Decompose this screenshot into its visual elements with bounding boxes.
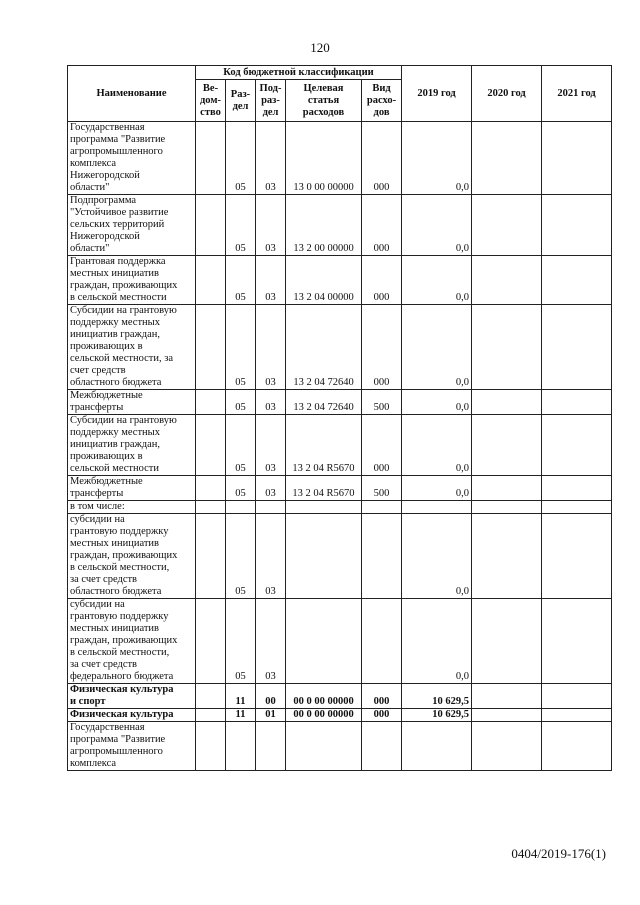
- row-2021-value: [542, 390, 612, 415]
- row-podrazdel: 03: [256, 514, 286, 599]
- row-target-article: 13 2 04 R5670: [286, 476, 362, 501]
- row-expense-type: 000: [362, 195, 402, 256]
- row-2019-value: 0,0: [402, 599, 472, 684]
- row-razdel: 05: [226, 390, 256, 415]
- row-2020-value: [472, 599, 542, 684]
- row-2020-value: [472, 514, 542, 599]
- row-target-article: [286, 599, 362, 684]
- row-2020-value: [472, 476, 542, 501]
- row-target-article: [286, 514, 362, 599]
- row-2019-value: 0,0: [402, 514, 472, 599]
- row-expense-type: [362, 514, 402, 599]
- row-razdel: 05: [226, 195, 256, 256]
- row-name: Государственная программа "Развитие агропромышленного комплекса Нижегородской области": [68, 122, 196, 195]
- header-2021: 2021 год: [542, 66, 612, 122]
- row-podrazdel: [256, 722, 286, 771]
- row-2021-value: [542, 684, 612, 709]
- row-2020-value: [472, 684, 542, 709]
- row-ved: [196, 256, 226, 305]
- table-row: [68, 390, 612, 415]
- header-2019: 2019 год: [402, 66, 472, 122]
- row-podrazdel: 03: [256, 256, 286, 305]
- row-2020-value: [472, 256, 542, 305]
- row-name: субсидии на грантовую поддержку местных инициатив граждан, проживающих в сельской местности, за счет средств федерального бюджета: [68, 599, 196, 684]
- header-podrazdel: Под- раз- дел: [256, 80, 286, 122]
- row-2019-value: 0,0: [402, 476, 472, 501]
- row-2020-value: [472, 305, 542, 390]
- row-podrazdel: 03: [256, 195, 286, 256]
- row-expense-type: 500: [362, 390, 402, 415]
- row-expense-type: 000: [362, 415, 402, 476]
- row-ved: [196, 684, 226, 709]
- row-ved: [196, 415, 226, 476]
- header-2020: 2020 год: [472, 66, 542, 122]
- row-target-article: 13 2 00 00000: [286, 195, 362, 256]
- header-csr: Целевая статья расходов: [286, 80, 362, 122]
- row-2021-value: [542, 195, 612, 256]
- row-name: Субсидии на грантовую поддержку местных инициатив граждан, проживающих в сельской местности, за счет средств областного бюджета: [68, 305, 196, 390]
- row-2020-value: [472, 415, 542, 476]
- row-razdel: 05: [226, 122, 256, 195]
- row-name: Межбюджетные трансферты: [68, 390, 196, 415]
- row-2021-value: [542, 122, 612, 195]
- row-podrazdel: 03: [256, 305, 286, 390]
- row-podrazdel: [256, 501, 286, 514]
- row-2019-value: 0,0: [402, 195, 472, 256]
- row-ved: [196, 305, 226, 390]
- row-2021-value: [542, 709, 612, 722]
- row-2020-value: [472, 122, 542, 195]
- row-expense-type: 500: [362, 476, 402, 501]
- row-2021-value: [542, 256, 612, 305]
- row-2021-value: [542, 476, 612, 501]
- row-podrazdel: 03: [256, 415, 286, 476]
- budget-table: [67, 65, 612, 771]
- header-razdel: Раз- дел: [226, 80, 256, 122]
- header-vr: Вид расхо- дов: [362, 80, 402, 122]
- row-target-article: 13 2 04 72640: [286, 305, 362, 390]
- row-razdel: 05: [226, 305, 256, 390]
- row-2021-value: [542, 501, 612, 514]
- document-code: 0404/2019-176(1): [511, 846, 606, 861]
- row-target-article: 13 2 04 00000: [286, 256, 362, 305]
- row-razdel: 05: [226, 256, 256, 305]
- row-name: Грантовая поддержка местных инициатив граждан, проживающих в сельской местности: [68, 256, 196, 305]
- row-name: Государственная программа "Развитие агропромышленного комплекса: [68, 722, 196, 771]
- header-name: Наименование: [68, 66, 196, 122]
- row-name: в том числе:: [68, 501, 196, 514]
- row-expense-type: 000: [362, 305, 402, 390]
- row-2020-value: [472, 709, 542, 722]
- row-target-article: 13 0 00 00000: [286, 122, 362, 195]
- row-2019-value: [402, 501, 472, 514]
- row-expense-type: [362, 722, 402, 771]
- row-name: Подпрограмма "Устойчивое развитие сельских территорий Нижегородской области": [68, 195, 196, 256]
- row-2019-value: 10 629,5: [402, 709, 472, 722]
- row-ved: [196, 722, 226, 771]
- row-name: Субсидии на грантовую поддержку местных инициатив граждан, проживающих в сельской местности: [68, 415, 196, 476]
- row-target-article: [286, 722, 362, 771]
- row-2019-value: [402, 722, 472, 771]
- row-ved: [196, 122, 226, 195]
- row-2019-value: 0,0: [402, 415, 472, 476]
- row-expense-type: [362, 501, 402, 514]
- row-ved: [196, 476, 226, 501]
- row-2019-value: 0,0: [402, 256, 472, 305]
- row-name: субсидии на грантовую поддержку местных инициатив граждан, проживающих в сельской местности, за счет средств областного бюджета: [68, 514, 196, 599]
- row-2020-value: [472, 390, 542, 415]
- row-ved: [196, 514, 226, 599]
- row-2019-value: 0,0: [402, 122, 472, 195]
- row-2021-value: [542, 722, 612, 771]
- table-row: [68, 722, 612, 771]
- row-2021-value: [542, 599, 612, 684]
- row-razdel: 11: [226, 684, 256, 709]
- table-row: [68, 684, 612, 709]
- row-razdel: 11: [226, 709, 256, 722]
- row-2021-value: [542, 305, 612, 390]
- row-ved: [196, 599, 226, 684]
- row-podrazdel: 03: [256, 599, 286, 684]
- row-razdel: [226, 722, 256, 771]
- table-row: [68, 514, 612, 599]
- table-row: [68, 305, 612, 390]
- row-name: Физическая культура: [68, 709, 196, 722]
- row-name: Физическая культура и спорт: [68, 684, 196, 709]
- row-ved: [196, 501, 226, 514]
- row-2021-value: [542, 415, 612, 476]
- row-2020-value: [472, 501, 542, 514]
- row-podrazdel: 03: [256, 476, 286, 501]
- page-number: 120: [310, 40, 330, 55]
- row-target-article: [286, 501, 362, 514]
- row-2019-value: 0,0: [402, 305, 472, 390]
- row-expense-type: 000: [362, 122, 402, 195]
- row-podrazdel: 03: [256, 390, 286, 415]
- row-2021-value: [542, 514, 612, 599]
- table-row: [68, 501, 612, 514]
- row-2019-value: 0,0: [402, 390, 472, 415]
- row-expense-type: 000: [362, 709, 402, 722]
- row-ved: [196, 709, 226, 722]
- header-ved: Ве- дом- ство: [196, 80, 226, 122]
- row-razdel: 05: [226, 514, 256, 599]
- row-ved: [196, 390, 226, 415]
- row-target-article: 13 2 04 R5670: [286, 415, 362, 476]
- row-podrazdel: 00: [256, 684, 286, 709]
- row-2020-value: [472, 722, 542, 771]
- table-row: [68, 195, 612, 256]
- table-row: [68, 709, 612, 722]
- row-razdel: 05: [226, 599, 256, 684]
- row-target-article: 00 0 00 00000: [286, 709, 362, 722]
- row-2020-value: [472, 195, 542, 256]
- row-razdel: [226, 501, 256, 514]
- table-body: [68, 122, 612, 771]
- row-razdel: 05: [226, 476, 256, 501]
- row-2019-value: 10 629,5: [402, 684, 472, 709]
- table-row: [68, 256, 612, 305]
- table-row: [68, 415, 612, 476]
- table-row: [68, 599, 612, 684]
- row-target-article: 00 0 00 00000: [286, 684, 362, 709]
- row-podrazdel: 03: [256, 122, 286, 195]
- row-razdel: 05: [226, 415, 256, 476]
- table-row: [68, 476, 612, 501]
- table-row: [68, 122, 612, 195]
- row-expense-type: [362, 599, 402, 684]
- header-classification: Код бюджетной классификации: [196, 66, 402, 80]
- row-expense-type: 000: [362, 684, 402, 709]
- row-expense-type: 000: [362, 256, 402, 305]
- row-name: Межбюджетные трансферты: [68, 476, 196, 501]
- row-podrazdel: 01: [256, 709, 286, 722]
- row-ved: [196, 195, 226, 256]
- row-target-article: 13 2 04 72640: [286, 390, 362, 415]
